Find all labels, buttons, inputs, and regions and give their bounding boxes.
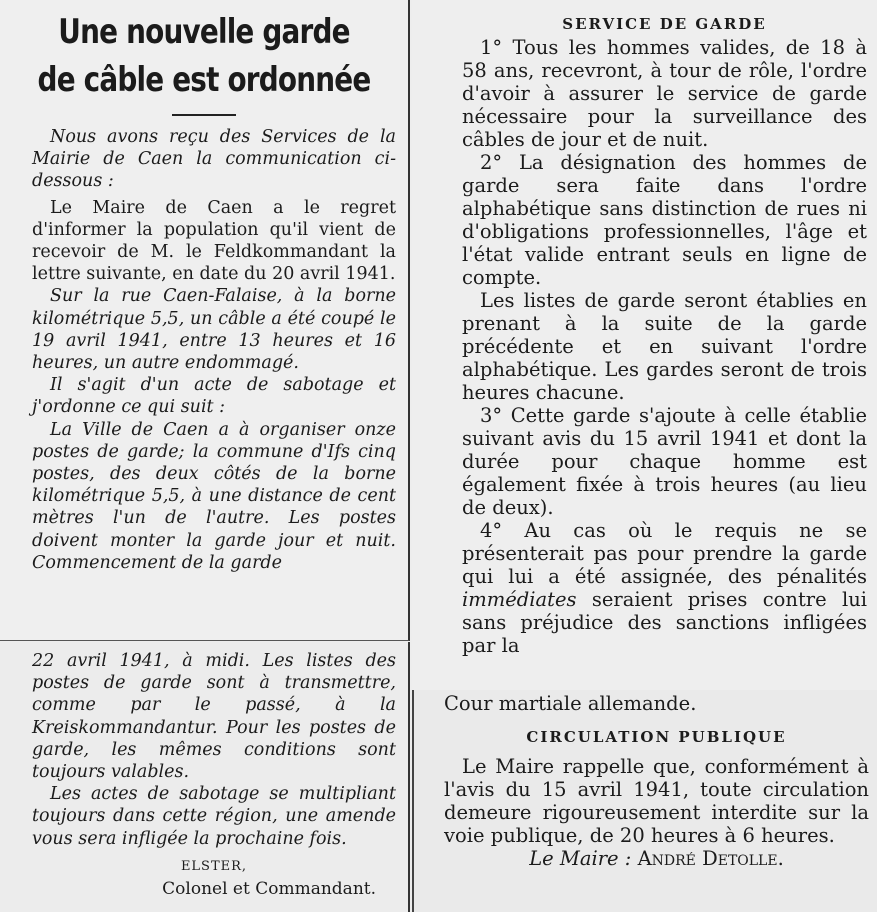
rule-item-4-end: seraient prises contre lui sans préjudice des sanctions infligées par la [462,588,867,657]
article-column-left-top [0,0,410,641]
letter-paragraph-4: Les actes de sabotage se multipliant toujours dans cette région, une amende vous sera infligée la prochaine fois. [32,784,396,849]
headline-line-2: de câble est ordonnée [37,60,371,100]
rule-item-1: 1° Tous les hommes valides, de 18 à 58 ans, recevront, à tour de rôle, l'ordre d'avoir à assurer le service de garde nécessaire pour la surveillance des câbles de jour et de nuit. [462,36,867,151]
circulation-signature-label: Le Maire : [529,847,632,870]
rule-item-2: 2° La désignation des hommes de garde sera faite dans l'ordre alphabétique sans distinction de rues ni d'obligations professionnelles, l'âge et l'état valide entrant seuls en ligne de compte. [462,151,867,289]
signature-title: Colonel et Commandant. [162,879,376,900]
circulation-signature [444,847,869,870]
letter-paragraph-2: Il s'agit d'un acte de sabotage et j'ordonne ce qui suit : [32,375,396,418]
signature-name: ELSTER, [180,858,248,874]
service-de-garde-heading: SERVICE DE GARDE [562,15,767,33]
article-column-right-top [412,0,877,690]
rule-item-4-start: 4° Au cas où le requis ne se présenterait pas pour prendre la garde qui lui a été assignée, des pénalités [462,519,867,588]
rule-item-3: 3° Cette garde s'ajoute à celle établie suivant avis du 15 avril 1941 et dont la durée pour chaque homme est également fixée à trois heures (au lieu de deux). [462,404,867,519]
letter-paragraph-3-top: La Ville de Caen a à organiser onze postes de garde; la commune d'Ifs cinq postes, des deux côtés de la borne kilométrique 5,5, à une distance de cent mètres l'un de l'autre. Les postes doivent monter la garde jour et nuit. Commencement de la garde [32,419,396,573]
article-headline [37,8,372,104]
rule-item-2b: Les listes de garde seront établies en prenant à la suite de la garde précédente et en suivant l'ordre alphabétique. Les gardes seront de trois heures chacune. [462,289,867,404]
article-column-left-bottom [0,642,410,912]
circulation-publique-heading: CIRCULATION PUBLIQUE [526,728,787,746]
circulation-signature-name: André Detolle. [637,847,784,870]
rule-item-4-continuation: Cour martiale allemande. [444,692,697,715]
headline-line-1: Une nouvelle garde [58,12,350,52]
letter-paragraph-1: Sur la rue Caen-Falaise, à la borne kilométrique 5,5, un câble a été coupé le 19 avril 1941, entre 13 heures et 16 heures, un autre endommagé. [32,286,396,374]
maire-paragraph: Le Maire de Caen a le regret d'informer la population qu'il vient de recevoir de M. le Feldkommandant la lettre suivante, en date du 20 avril 1941. [32,197,396,285]
circulation-paragraph: Le Maire rappelle que, conformément à l'avis du 15 avril 1941, toute circulation demeure rigoureusement interdite sur la voie publique, de 20 heures à 6 heures. [444,755,869,847]
rule-item-4 [462,519,867,657]
letter-paragraph-3-bottom: 22 avril 1941, à midi. Les listes des postes de garde sont à transmettre, comme par le passé, à la Kreiskommandantur. Pour les postes de garde, les mêmes conditions sont toujours valables. [32,651,396,783]
headline-rule [172,114,236,116]
intro-paragraph: Nous avons reçu des Services de la Mairie de Caen la communication ci-dessous : [32,127,396,192]
rule-item-4-emphasis: immédiates [462,588,577,611]
article-column-right-bottom [412,690,877,912]
